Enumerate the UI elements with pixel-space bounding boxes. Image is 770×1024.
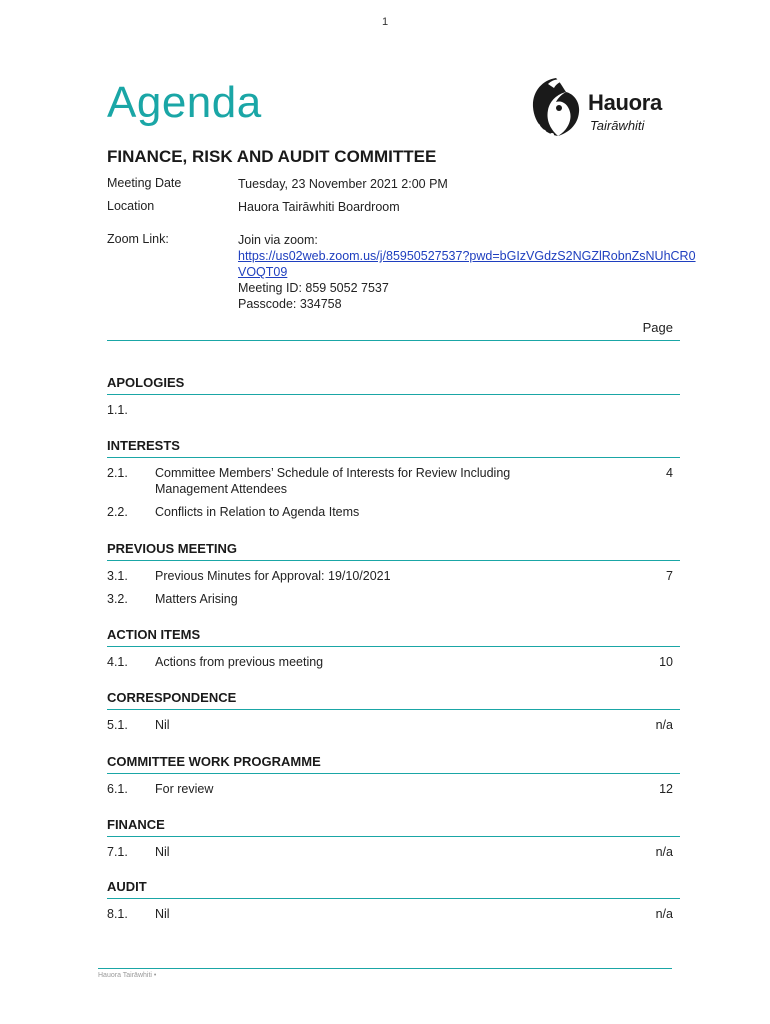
section-divider xyxy=(107,898,680,899)
item-page: n/a xyxy=(655,907,673,921)
hauora-logo-icon xyxy=(528,74,584,140)
zoom-label: Zoom Link: xyxy=(107,232,169,246)
item-text: For review xyxy=(155,782,214,796)
item-number: 2.2. xyxy=(107,505,128,519)
section-title: CORRESPONDENCE xyxy=(107,690,237,705)
item-text: Nil xyxy=(155,907,170,921)
section-title: ACTION ITEMS xyxy=(107,627,201,642)
section-divider xyxy=(107,560,680,561)
item-page: 7 xyxy=(666,569,673,583)
item-page: n/a xyxy=(655,845,673,859)
item-text: Actions from previous meeting xyxy=(155,655,324,669)
item-number: 3.2. xyxy=(107,592,128,606)
item-page: 4 xyxy=(666,466,673,480)
header-divider xyxy=(107,340,680,341)
agenda-item xyxy=(107,781,680,797)
agenda-item xyxy=(107,591,680,607)
committee-title: FINANCE, RISK AND AUDIT COMMITTEE xyxy=(107,147,437,166)
agenda-title: Agenda xyxy=(107,78,262,127)
section-divider xyxy=(107,394,680,395)
section-divider xyxy=(107,457,680,458)
section-divider xyxy=(107,709,680,710)
item-number: 6.1. xyxy=(107,782,128,796)
meeting-date-label: Meeting Date xyxy=(107,176,182,190)
item-number: 2.1. xyxy=(107,466,128,480)
item-number: 7.1. xyxy=(107,845,128,859)
agenda-item xyxy=(107,402,680,418)
agenda-item xyxy=(107,654,680,670)
agenda-item xyxy=(107,844,680,860)
section-title: INTERESTS xyxy=(107,438,180,453)
page-number: 1 xyxy=(381,16,389,28)
item-text: Previous Minutes for Approval: 19/10/2021 xyxy=(155,569,391,583)
page-column-header: Page xyxy=(642,320,673,335)
meeting-date-value: Tuesday, 23 November 2021 2:00 PM xyxy=(238,177,448,191)
passcode: Passcode: 334758 xyxy=(238,297,342,311)
zoom-details xyxy=(238,232,696,312)
item-number: 1.1. xyxy=(107,403,128,417)
location-value: Hauora Tairāwhiti Boardroom xyxy=(238,200,400,214)
section-committee-work-programme xyxy=(107,754,680,797)
location-label: Location xyxy=(107,199,155,213)
section-interests xyxy=(107,438,680,520)
item-page: 10 xyxy=(659,655,673,669)
logo-subtitle: Tairāwhiti xyxy=(590,118,645,133)
footer-text: Hauora Tairāwhiti • xyxy=(98,972,157,979)
agenda-item xyxy=(107,717,680,733)
zoom-link-continued[interactable]: VOQT09 xyxy=(238,265,288,279)
section-apologies xyxy=(107,375,680,418)
zoom-link[interactable]: https://us02web.zoom.us/j/85950527537?pwd=bGIzVGdzS2NGZlRobnZsNUhCR0 xyxy=(238,249,696,263)
agenda-item xyxy=(107,568,680,584)
section-action-items xyxy=(107,627,680,670)
footer-divider xyxy=(98,968,672,969)
section-previous-meeting xyxy=(107,541,680,607)
section-title: COMMITTEE WORK PROGRAMME xyxy=(107,754,321,769)
item-text: Nil xyxy=(155,845,170,859)
zoom-join-text: Join via zoom: xyxy=(238,233,318,247)
item-text: Nil xyxy=(155,718,170,732)
section-title: AUDIT xyxy=(107,879,147,894)
item-text: Conflicts in Relation to Agenda Items xyxy=(155,505,360,519)
item-page: n/a xyxy=(655,718,673,732)
section-divider xyxy=(107,836,680,837)
item-number: 4.1. xyxy=(107,655,128,669)
logo-name: Hauora xyxy=(588,90,662,115)
section-title: APOLOGIES xyxy=(107,375,185,390)
section-audit xyxy=(107,879,680,922)
item-text: Matters Arising xyxy=(155,592,238,606)
item-text: Committee Members’ Schedule of Interests for Review Including Management Attendees xyxy=(155,466,511,496)
agenda-item xyxy=(107,906,680,922)
agenda-item xyxy=(107,465,680,497)
section-divider xyxy=(107,646,680,647)
agenda-item xyxy=(107,504,680,520)
section-divider xyxy=(107,773,680,774)
item-number: 5.1. xyxy=(107,718,128,732)
item-number: 3.1. xyxy=(107,569,128,583)
section-correspondence xyxy=(107,690,680,733)
section-title: FINANCE xyxy=(107,817,165,832)
hauora-logo xyxy=(528,74,678,140)
section-title: PREVIOUS MEETING xyxy=(107,541,238,556)
meeting-id: Meeting ID: 859 5052 7537 xyxy=(238,281,389,295)
section-finance xyxy=(107,817,680,860)
item-number: 8.1. xyxy=(107,907,128,921)
item-page: 12 xyxy=(659,782,673,796)
